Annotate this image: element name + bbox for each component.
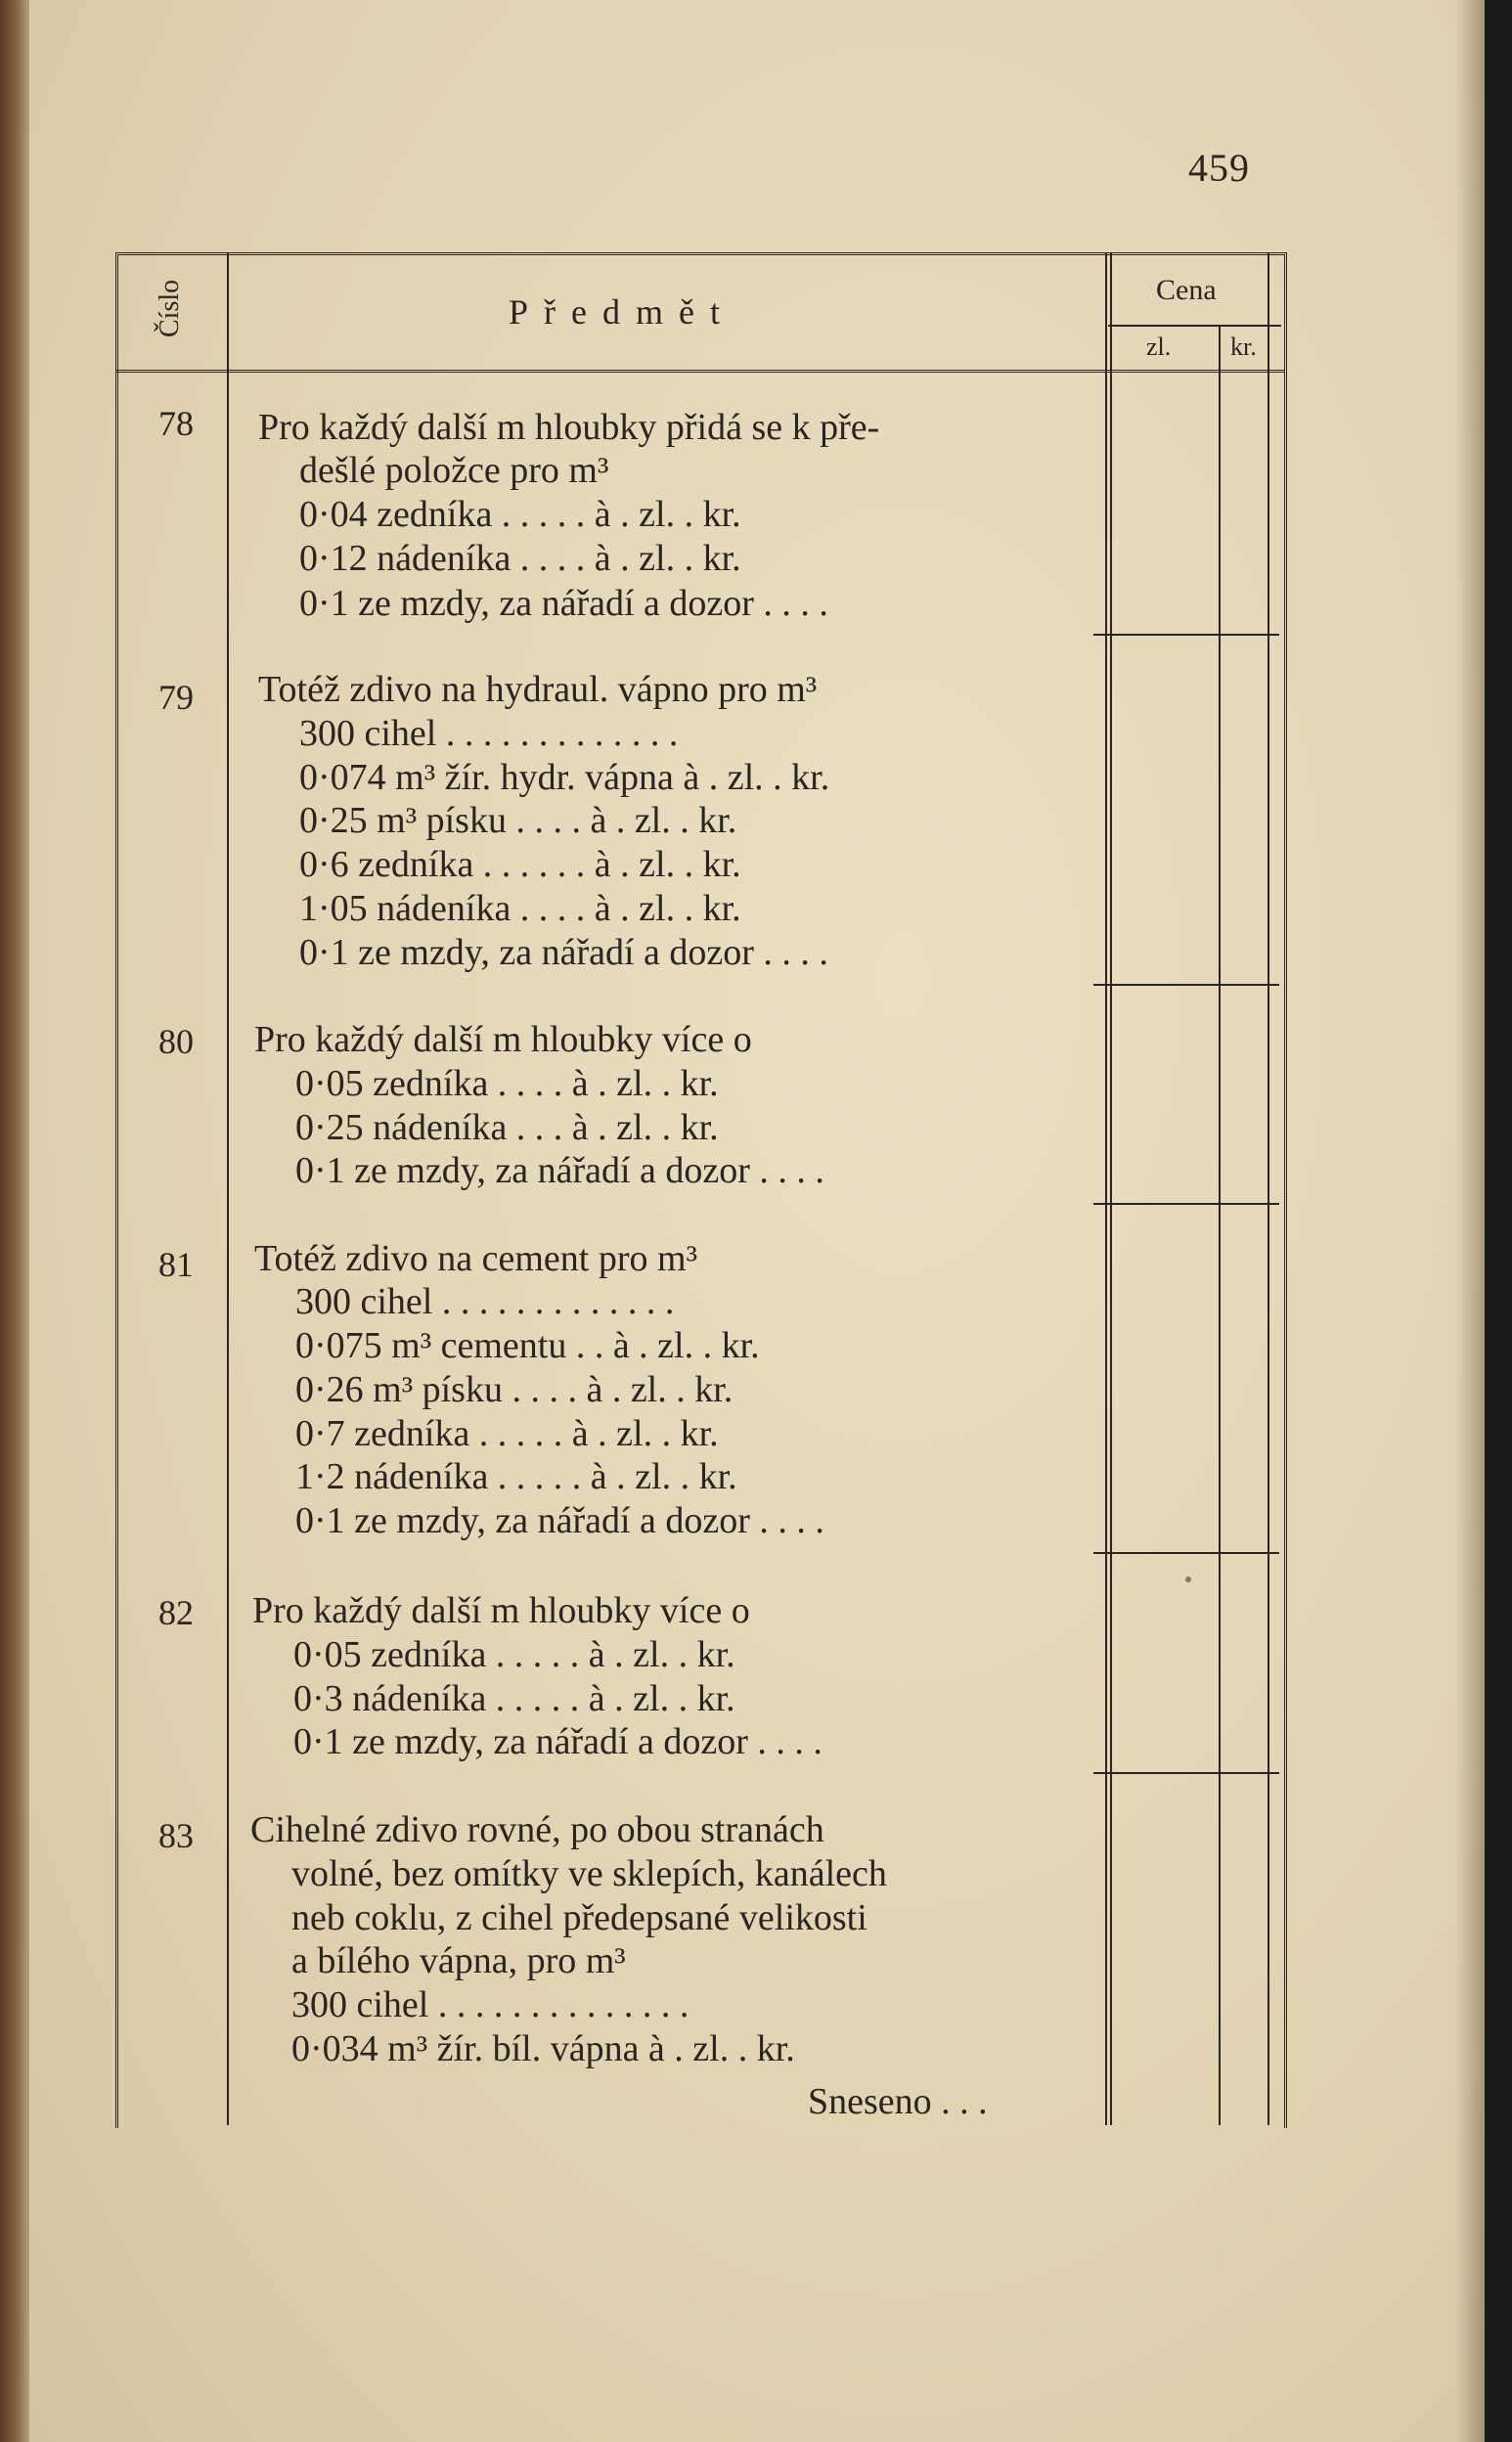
entry-83-line-4: a bílého vápna, pro m³	[291, 1940, 626, 1981]
entry-82-line-4: 0·1 ze mzdy, za nářadí a dozor . . . .	[293, 1721, 823, 1762]
entry-80-number: 80	[158, 1022, 194, 1061]
header-bottom-rule	[115, 370, 1284, 373]
entry-79-number: 79	[158, 678, 194, 717]
entry-83-line-2: volné, bez omítky ve sklepích, kanálech	[291, 1853, 887, 1894]
entry-82-total-rule	[1093, 1772, 1279, 1774]
entry-83-number: 83	[158, 1816, 194, 1855]
entry-81-number: 81	[158, 1245, 194, 1284]
entry-81-line-7: 0·1 ze mzdy, za nářadí a dozor . . . .	[295, 1500, 824, 1541]
entry-79-line-2: 300 cihel . . . . . . . . . . . . .	[299, 713, 679, 754]
entry-78-line-4: 0·12 nádeníka . . . . à . zl. . kr.	[299, 538, 741, 579]
entry-81-line-3: 0·075 m³ cementu . . à . zl. . kr.	[295, 1325, 760, 1366]
carried-forward-label: Sneseno . . .	[808, 2081, 988, 2122]
entry-81-line-1: Totéž zdivo na cement pro m³	[254, 1238, 697, 1279]
header-zl: zl.	[1146, 333, 1172, 361]
entry-80-line-1: Pro každý další m hloubky více o	[254, 1019, 752, 1060]
entry-82-line-2: 0·05 zedníka . . . . . à . zl. . kr.	[293, 1634, 735, 1675]
entry-83-line-6: 0·034 m³ žír. bíl. vápna à . zl. . kr.	[291, 2028, 795, 2069]
cena-sub-rule	[1108, 325, 1281, 327]
entry-79-line-7: 0·1 ze mzdy, za nářadí a dozor . . . .	[299, 932, 828, 973]
header-cislo: Číslo	[155, 279, 185, 337]
page-number: 459	[1188, 146, 1250, 190]
entry-81-line-2: 300 cihel . . . . . . . . . . . . .	[295, 1281, 675, 1322]
entry-82-line-3: 0·3 nádeníka . . . . . à . zl. . kr.	[293, 1678, 735, 1719]
entry-81-line-6: 1·2 nádeníka . . . . . à . zl. . kr.	[295, 1456, 737, 1497]
entry-79-total-rule	[1093, 984, 1279, 986]
entry-78-line-1: Pro každý další m hloubky přidá se k pře-	[258, 407, 880, 448]
entry-80-line-4: 0·1 ze mzdy, za nářadí a dozor . . . .	[295, 1150, 824, 1191]
entry-78-line-2: dešlé položce pro m³	[299, 450, 609, 491]
entry-81-total-rule	[1093, 1552, 1279, 1554]
column-divider-cislo	[227, 252, 229, 2125]
entry-80-line-2: 0·05 zedníka . . . . à . zl. . kr.	[295, 1063, 719, 1104]
entry-80-total-rule	[1093, 1203, 1279, 1205]
column-divider-zl	[1219, 325, 1221, 2125]
entry-79-line-5: 0·6 zedníka . . . . . . à . zl. . kr.	[299, 844, 741, 885]
entry-79-line-1: Totéž zdivo na hydraul. vápno pro m³	[258, 669, 818, 710]
entry-82-number: 82	[158, 1593, 194, 1632]
entry-78-number: 78	[158, 404, 194, 443]
paper-speck	[1185, 1576, 1191, 1582]
header-predmet: Předmět	[509, 292, 735, 332]
entry-79-line-4: 0·25 m³ písku . . . . à . zl. . kr.	[299, 800, 737, 841]
entry-83-line-5: 300 cihel . . . . . . . . . . . . . .	[291, 1984, 689, 2025]
entry-82-line-1: Pro každý další m hloubky více o	[252, 1590, 750, 1631]
page-edge-shadow	[1455, 0, 1485, 2442]
entry-83-line-3: neb coklu, z cihel předepsané velikosti	[291, 1897, 867, 1938]
entry-78-total-rule	[1093, 634, 1279, 636]
header-kr: kr.	[1230, 333, 1257, 361]
entry-83-line-1: Cihelné zdivo rovné, po obou stranách	[250, 1809, 824, 1850]
column-divider-predmet-double	[1110, 252, 1112, 2125]
book-spine	[0, 0, 33, 2442]
column-divider-inner-right	[1267, 252, 1269, 2125]
entry-81-line-4: 0·26 m³ písku . . . . à . zl. . kr.	[295, 1369, 734, 1410]
entry-78-line-5: 0·1 ze mzdy, za nářadí a dozor . . . .	[299, 583, 828, 624]
entry-79-line-6: 1·05 nádeníka . . . . à . zl. . kr.	[299, 888, 741, 929]
entry-79-line-3: 0·074 m³ žír. hydr. vápna à . zl. . kr.	[299, 757, 830, 798]
entry-81-line-5: 0·7 zedníka . . . . . à . zl. . kr.	[295, 1413, 719, 1454]
column-divider-predmet	[1105, 252, 1107, 2125]
entry-80-line-3: 0·25 nádeníka . . . à . zl. . kr.	[295, 1107, 719, 1148]
header-cena: Cena	[1156, 274, 1217, 306]
entry-78-line-3: 0·04 zedníka . . . . . à . zl. . kr.	[299, 494, 741, 535]
